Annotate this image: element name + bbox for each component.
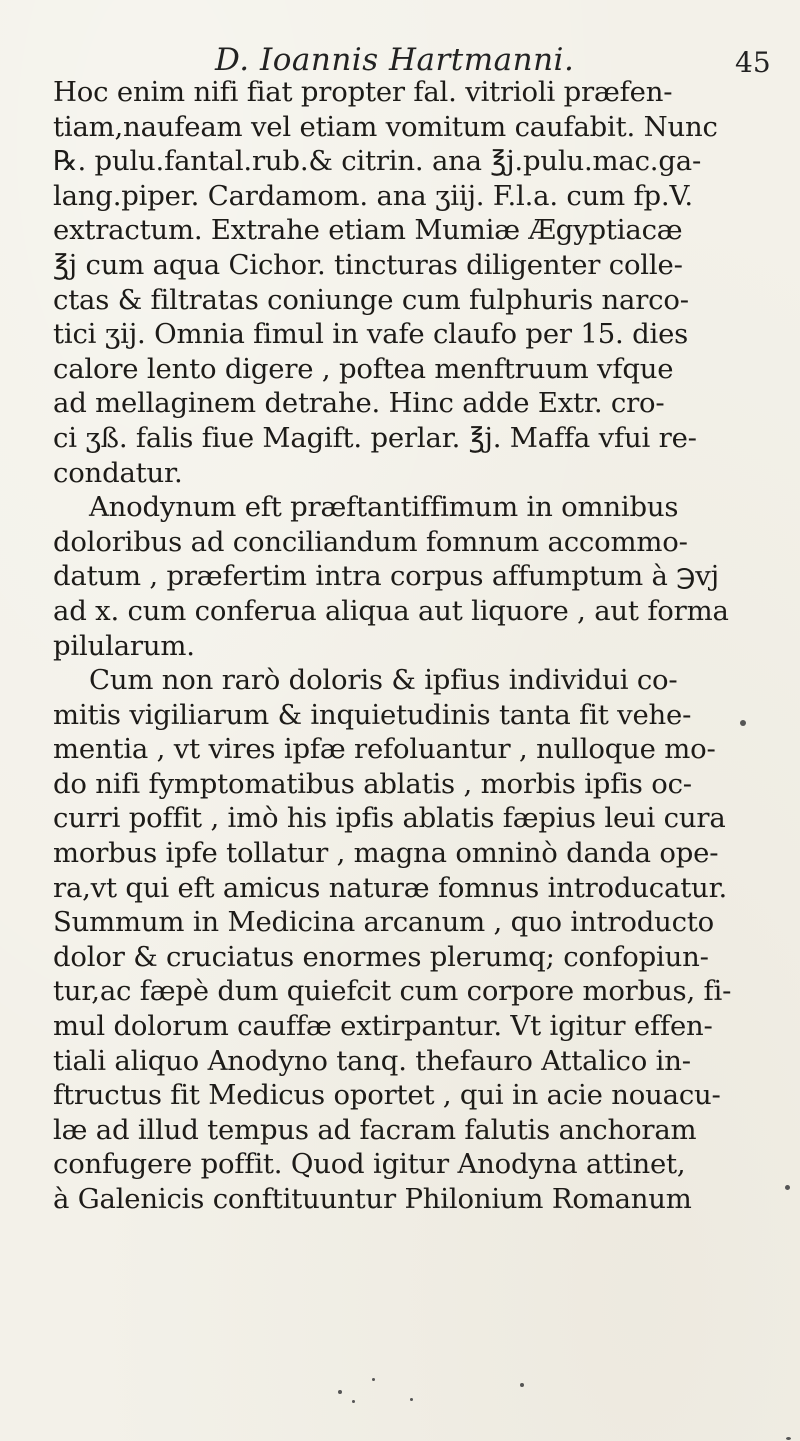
text-line: pilularum. [53,629,195,662]
text-line: tici ʒij. Omnia fimul in vafe claufo per 15. dies [53,318,689,351]
ink-speck [372,1378,375,1381]
page-number: 45 [735,46,771,79]
ink-speck [338,1390,342,1394]
ink-speck [785,1185,790,1190]
text-line: tur,ac fæpè dum quiefcit cum corpore morbus, fi- [53,975,732,1008]
ink-speck [740,720,746,726]
text-line: ftructus fit Medicus oportet , qui in acie nouacu- [53,1079,721,1112]
text-line: curri poffit , imò his ipfis ablatis fæpius leui cura [53,802,726,835]
ink-speck [352,1400,355,1403]
body-text [53,75,753,1217]
running-head: D. Ioannis Hartmanni. [215,42,575,78]
text-line: extractum. Extrahe etiam Mumiæ Ægyptiacæ [53,214,683,247]
text-line: ctas & filtratas coniunge cum fulphuris narco- [53,283,689,316]
ink-speck [786,1437,791,1440]
text-line: Hoc enim nifi fiat propter fal. vitrioli præfen- [53,76,673,108]
text-line: ad mellaginem detrahe. Hinc adde Extr. cro- [53,387,665,420]
text-line: Summum in Medicina arcanum , quo introducto [53,906,715,939]
ink-speck [410,1398,413,1401]
text-line: Cum non rarò doloris & ipfius individui co- [89,664,678,697]
text-line: calore lento digere , poftea menftruum vfque [53,352,674,385]
text-line: confugere poffit. Quod igitur Anodyna attinet, [53,1148,686,1181]
text-line: Anodynum eft præftantiffimum in omnibus [89,491,679,524]
text-line: ci ʒß. falis fiue Magift. perlar. ℥j. Maffa vfui re- [53,421,697,454]
text-line: ℞. pulu.fantal.rub.& citrin. ana ℥j.pulu.mac.ga- [53,145,702,178]
text-line: do nifi fymptomatibus ablatis , morbis ipfis oc- [53,767,692,800]
text-line: datum , præfertim intra corpus affumptum à ℈vj [53,560,719,593]
text-line: condatur. [53,456,183,489]
text-line: mul dolorum cauffæ extirpantur. Vt igitur effen- [53,1010,713,1043]
ink-speck [520,1383,524,1387]
text-line: morbus ipfe tollatur , magna omninò danda ope- [53,837,719,870]
text-line: dolor & cruciatus enormes plerumq; confopiun- [53,940,709,973]
text-line: ad x. cum conferua aliqua aut liquore , aut forma [53,594,729,627]
text-line: mentia , vt vires ipfæ refoluantur , nulloque mo- [53,733,716,766]
text-line: lang.piper. Cardamom. ana ʒiij. F.l.a. cum fp.V. [53,179,693,212]
text-line: ra,vt qui eft amicus naturæ fomnus introducatur. [53,871,728,904]
text-line: doloribus ad conciliandum fomnum accommo- [53,525,688,558]
text-line: mitis vigiliarum & inquietudinis tanta fit vehe- [53,698,692,731]
text-line: tiam,naufeam vel etiam vomitum caufabit. Nunc [53,110,718,143]
text-line: læ ad illud tempus ad facram falutis anchoram [53,1113,697,1146]
text-line: tiali aliquo Anodyno tanq. thefauro Attalico in- [53,1044,691,1077]
text-line: ℥j cum aqua Cichor. tincturas diligenter colle- [53,248,683,281]
text-line: à Galenicis conftituuntur Philonium Romanum [53,1183,692,1215]
